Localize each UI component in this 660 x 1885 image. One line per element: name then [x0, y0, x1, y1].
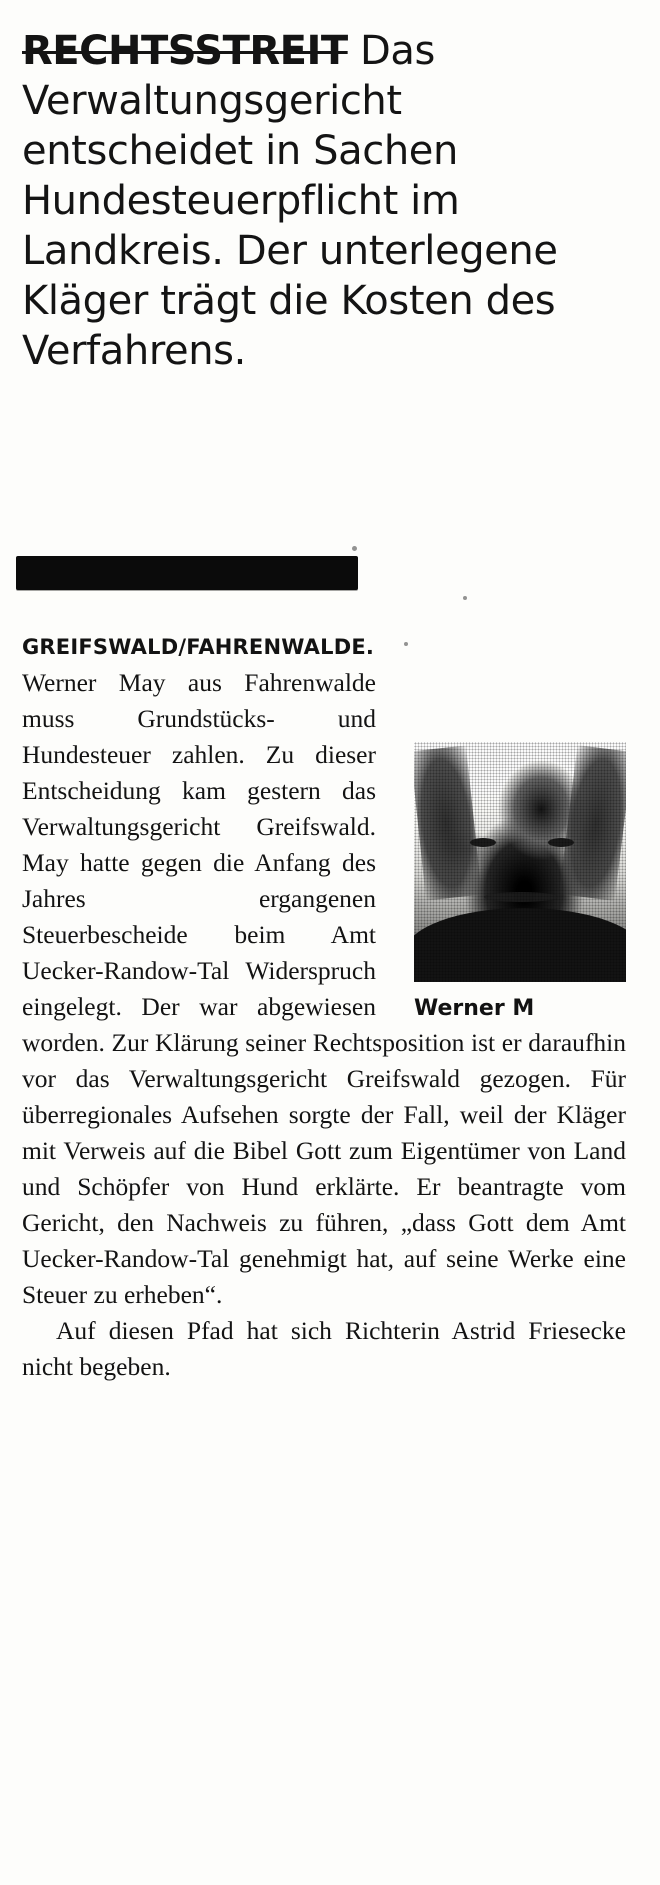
redaction-bar: [16, 556, 358, 590]
paper-speck: [463, 596, 467, 600]
kicker-label: RECHTSSTREIT: [22, 28, 348, 74]
article-paragraph-1-text: Werner May aus Fahrenwalde muss Grundstücks- und Hundesteuer zahlen. Zu dieser Entscheidung kam gestern das Verwaltungsgericht Greifswald. May hatte gegen die Anfang des Jahres ergangenen Steuerbescheide beim Amt Uecker-Randow-Tal Widerspruch eingelegt. Der war abgewiesen worden. Zur Klärung seiner Rechtsposition ist er daraufhin vor das Verwaltungsgericht Greifswald gezogen. Für überregionales Aufsehen sorgte der Fall, weil der Kläger mit Verweis auf die Bibel Gott zum Eigentümer von Land und Schöpfer von Hund erklärte. Er beantragte vom Gericht, den Nachweis zu führen, „dass Gott dem Amt Uecker-Randow-Tal genehmigt hat, auf seine Werke eine Steuer zu erheben“.: [22, 668, 626, 1309]
photo-caption: Werner M: [414, 996, 535, 1021]
article-paragraph-2: Auf diesen Pfad hat sich Richterin Astrid Friesecke nicht begeben.: [22, 1316, 626, 1381]
lead-paragraph: [22, 26, 622, 376]
paper-speck: [352, 546, 357, 551]
lead-text: Das Verwaltungsgericht entscheidet in Sachen Hundesteuerpflicht im Landkreis. Der unterlegene Kläger trägt die Kosten des Verfahrens.: [22, 28, 558, 374]
article-body: [22, 628, 626, 1385]
dateline: GREIFSWALD/FAHRENWALDE.: [22, 635, 375, 659]
photo-text-wrap-spacer: [394, 634, 626, 1016]
